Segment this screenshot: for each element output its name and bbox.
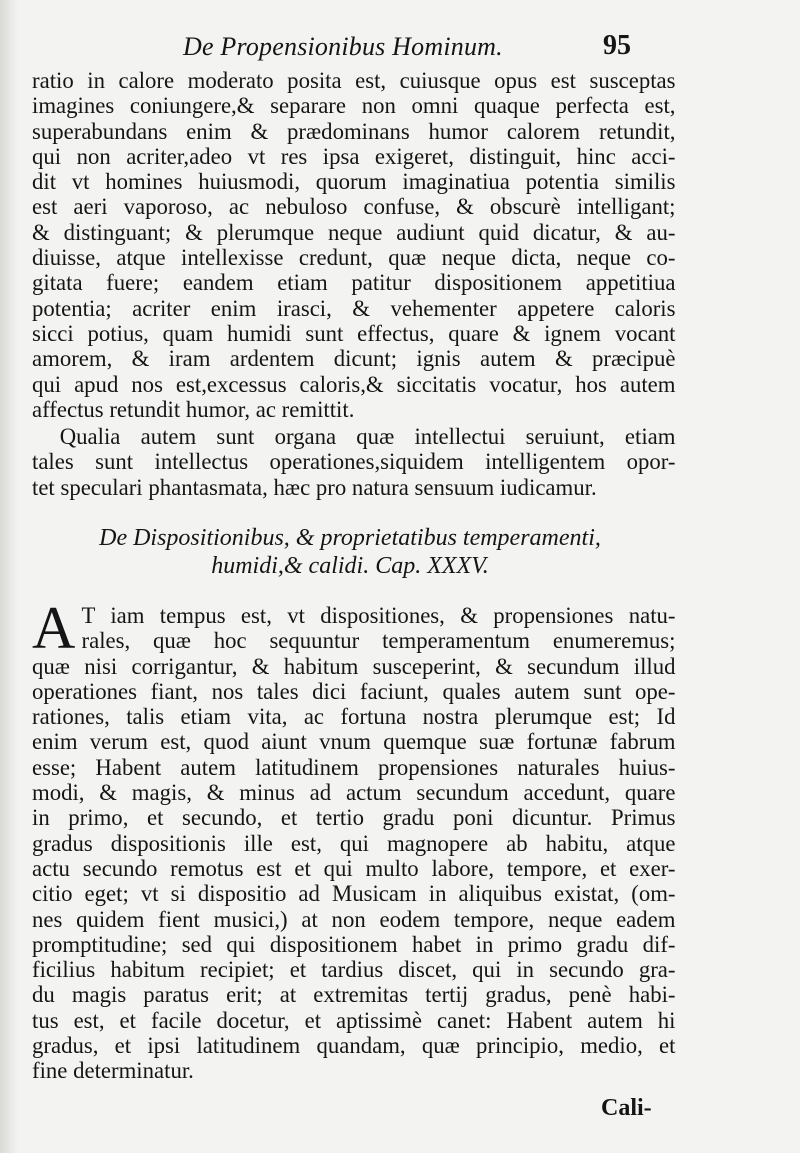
text-line: modi, & magis, & minus ad actum secundum accedunt, quare — [32, 780, 676, 806]
chapter-heading — [70, 524, 630, 580]
text-line: dit vt homines huiusmodi, quorum imaginatiua potentia similis — [32, 169, 676, 195]
text-line: qui apud nos est,excessus caloris,& siccitatis vocatur, hos autem — [32, 371, 676, 397]
text-line: esse; Habent autem latitudinem propensiones naturales huius- — [32, 754, 676, 780]
text-line: rationes, talis etiam vita, ac fortuna nostra plerumque est; Id — [32, 704, 676, 730]
text-line: rales, quæ hoc sequuntur temperamentum enumeremus; — [81, 628, 676, 654]
text-line: tus est, et facile docetur, et aptissimè canet: Habent autem hi — [32, 1007, 676, 1033]
page-number: 95 — [603, 30, 631, 61]
text-line: sicci potius, quam humidi sunt effectus, quare & ignem vocant — [32, 320, 676, 346]
text-line: promptitudine; sed qui dispositionem habet in primo gradu dif- — [32, 931, 676, 957]
text-line: ratio in calore moderato posita est, cuiusque opus est susceptas — [32, 68, 676, 93]
text-line: est aeri vaporoso, ac nebuloso confuse, & obscurè intelligant; — [32, 194, 676, 220]
text-line: potentia; acriter enim irasci, & vehementer appetere caloris — [32, 295, 676, 321]
text-line: affectus retundit humor, ac remittit. — [32, 396, 355, 422]
text-line: enim verum est, quod aiunt vnum quemque suæ fortunæ fabrum — [32, 729, 676, 755]
text-line: gitata fuere; eandem etiam patitur dispositionem appetitiua — [32, 270, 676, 296]
text-line: nes quidem fient musici,) at non eodem tempore, neque eadem — [32, 906, 676, 932]
running-title: De Propensionibus Hominum. — [183, 32, 503, 61]
text-line: amorem, & iram ardentem dicunt; ignis autem & præcipuè — [32, 346, 676, 372]
text-line: du magis paratus erit; at extremitas tertij gradus, penè habi- — [32, 982, 676, 1008]
text-line: imagines coniungere,& separare non omni quaque perfecta est, — [32, 93, 676, 119]
drop-cap-letter: A — [32, 595, 76, 661]
chapter-heading-line-2: humidi,& calidi. Cap. XXXV. — [211, 553, 489, 579]
text-line: T iam tempus est, vt dispositiones, & propensiones natu- — [81, 603, 676, 628]
text-line: quæ nisi corrigantur, & habitum susceperint, & secundum illud — [32, 653, 676, 679]
paragraph-2 — [32, 424, 676, 500]
text-line: tales sunt intellectus operationes,siquidem intelligentem opor- — [32, 449, 676, 475]
paragraph-1 — [32, 68, 676, 422]
text-line: gradus dispositionis ille est, qui magnopere ab habitu, atque — [32, 830, 676, 856]
chapter-heading-line-1: De Dispositionibus, & proprietatibus temperamenti, — [99, 525, 601, 551]
catchword: Cali- — [601, 1095, 652, 1121]
text-line: tet speculari phantasmata, hæc pro natura sensuum iudicamur. — [32, 474, 597, 500]
text-line: diuisse, atque intellexisse credunt, quæ neque dicta, neque co- — [32, 245, 676, 271]
text-line: actu secundo remotus est et qui multo labore, tempore, et exer- — [32, 855, 676, 881]
text-line: citio eget; vt si dispositio ad Musicam in aliquibus existat, (om- — [32, 881, 676, 907]
text-line: in primo, et secundo, et tertio gradu poni dicuntur. Primus — [32, 805, 676, 831]
text-line: Qualia autem sunt organa quæ intellectui seruiunt, etiam — [59, 424, 676, 449]
text-line: & distinguant; & plerumque neque audiunt quid dicatur, & au- — [32, 219, 676, 245]
text-line: qui non acriter,adeo vt res ipsa exigeret, distinguit, hinc acci- — [32, 143, 676, 169]
text-line: operationes fiant, nos tales dici faciunt, quales autem sunt ope- — [32, 678, 676, 704]
paragraph-3 — [32, 603, 676, 1084]
text-line: ficilius habitum recipiet; et tardius discet, qui in secundo gra- — [32, 957, 676, 983]
page-gutter-shadow — [0, 0, 18, 1153]
text-line: superabundans enim & prædominans humor calorem retundit, — [32, 118, 676, 144]
text-line: gradus, et ipsi latitudinem quandam, quæ principio, medio, et — [32, 1033, 676, 1059]
text-line: fine determinatur. — [32, 1058, 194, 1084]
